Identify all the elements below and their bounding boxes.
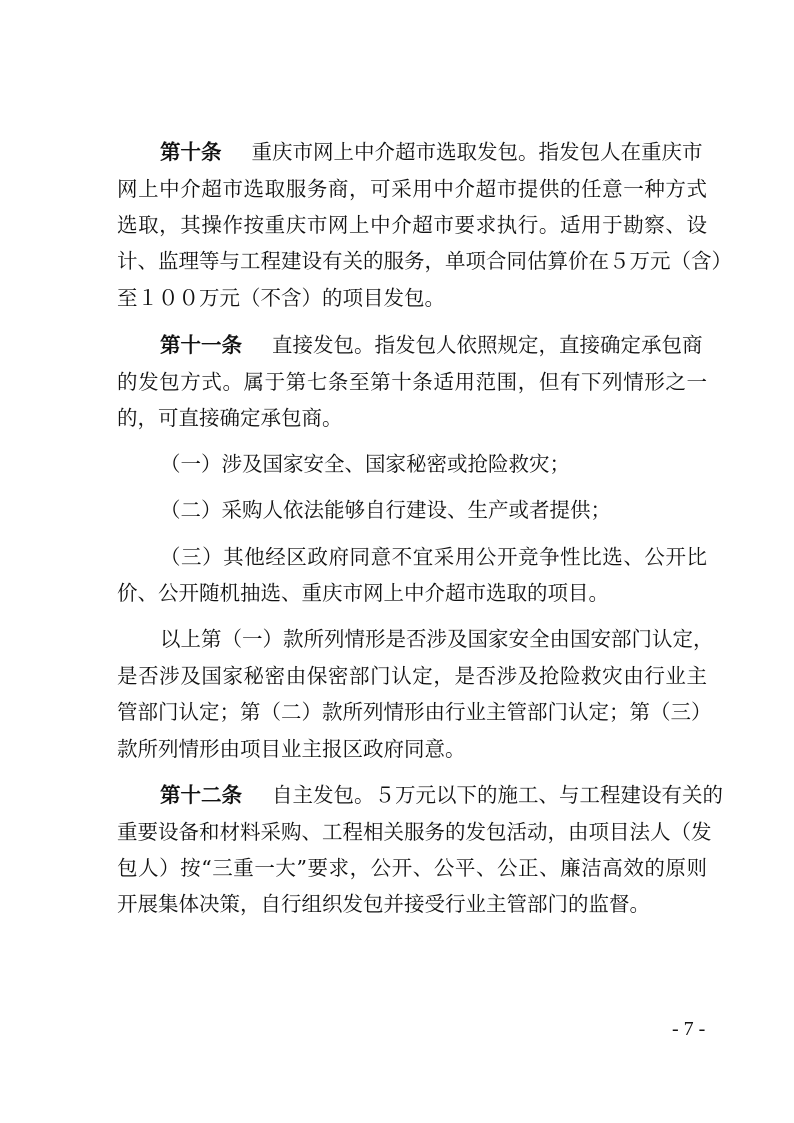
article-12-title: 第十二条 [160,783,242,807]
article-12-line-1: 自主发包。５万元以下的施工、与工程建设有关的 [272,783,723,807]
article-10-line-5: 至１００万元（不含）的项目发包。 [117,286,445,310]
article-10-line-3: 选取，其操作按重庆市网上中介超市要求执行。适用于勘察、设 [117,213,707,237]
article-11-note-line-3: 管部门认定；第（二）款所列情形由行业主管部门认定；第（三） [117,700,712,724]
article-11-item-3: （三）其他经区政府同意不宜采用公开竞争性比选、公开比 [160,545,707,569]
article-11-line-1: 直接发包。指发包人依照规定，直接确定承包商 [272,333,703,357]
article-11-note-line-4: 款所列情形由项目业主报区政府同意。 [117,737,466,761]
article-11-item-2: （二）采购人依法能够自行建设、生产或者提供； [160,498,611,522]
article-10-first-line [160,138,707,166]
article-12-line-3: 包人）按“三重一大”要求，公开、公平、公正、廉洁高效的原则 [117,856,707,880]
article-12-line-2: 重要设备和材料采购、工程相关服务的发包活动，由项目法人（发 [117,820,712,844]
article-11-note-line-2: 是否涉及国家秘密由保密部门认定，是否涉及抢险救灾由行业主 [117,664,707,688]
article-11-note-line-1: 以上第（一）款所列情形是否涉及国家安全由国安部门认定， [160,627,714,651]
article-11-title: 第十一条 [160,333,242,357]
article-10-line-2: 网上中介超市选取服务商，可采用中介超市提供的任意一种方式 [117,177,707,201]
article-12-line-4: 开展集体决策，自行组织发包并接受行业主管部门的监督。 [117,892,650,916]
page-number: - 7 - [672,1018,706,1040]
article-11-item-1: （一）涉及国家安全、国家秘密或抢险救灾； [160,452,570,476]
article-10-line-1: 重庆市网上中介超市选取发包。指发包人在重庆市 [251,140,703,164]
article-12-first-line [160,781,723,809]
article-11-first-line [160,331,707,359]
article-11-item-3-cont: 价、公开随机抽选、重庆市网上中介超市选取的项目。 [117,581,609,605]
article-11-line-2: 的发包方式。属于第七条至第十条适用范围，但有下列情形之一 [117,370,707,394]
article-11-line-3: 的，可直接确定承包商。 [117,406,343,430]
article-10-title: 第十条 [160,140,222,164]
article-10-line-4: 计、监理等与工程建设有关的服务，单项合同估算价在５万元（含） [117,249,732,273]
